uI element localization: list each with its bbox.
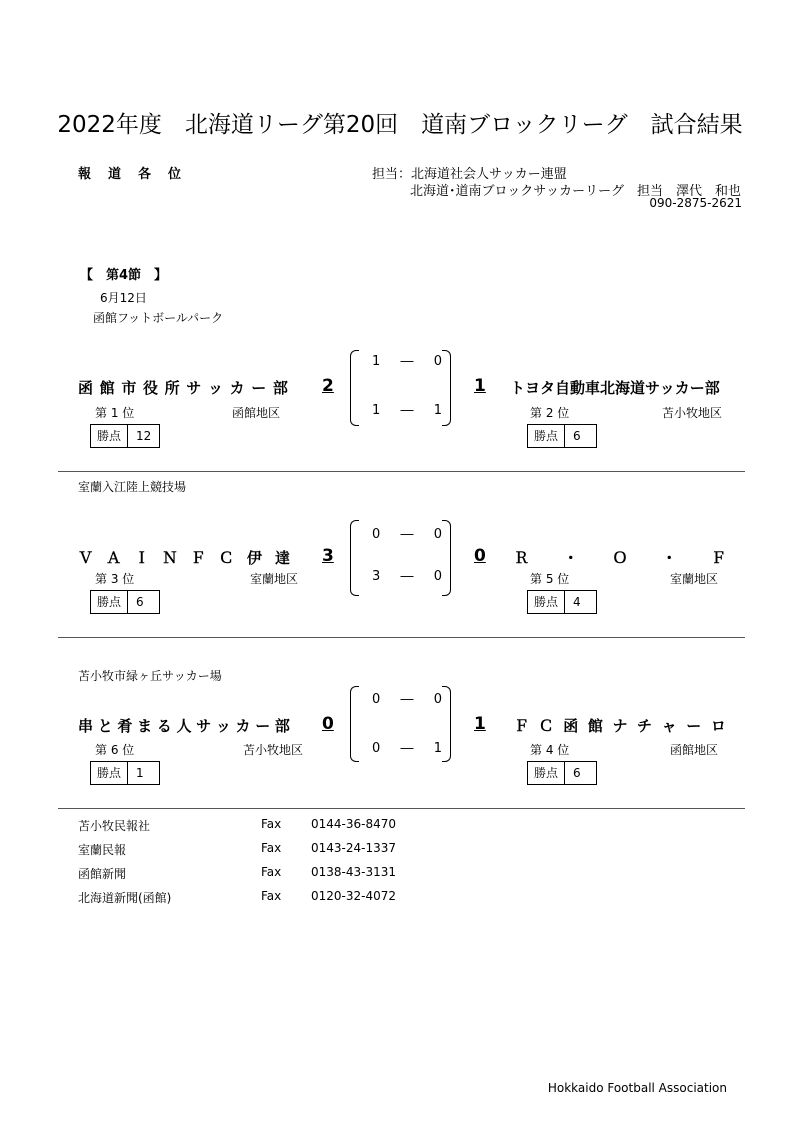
points-value: 6	[136, 595, 144, 609]
match-2-away-score: 0	[474, 546, 486, 566]
match-3-home-rank: 第 6 位	[95, 743, 135, 757]
score-dash: ―	[400, 354, 414, 369]
match-1-first-half	[372, 354, 442, 369]
match-3-second-half-away: 1	[433, 741, 442, 756]
match-1-away-rank: 第 2 位	[530, 406, 570, 420]
contact-line-1: 担当：北海道社会人サッカー連盟	[372, 167, 567, 182]
press-fax-label: Fax	[261, 865, 282, 879]
match-2-second-half-away: 0	[433, 569, 442, 584]
match-3-first-half-away: 0	[433, 692, 442, 707]
points-value: 12	[136, 429, 152, 443]
match-3-away-region: 函館地区	[670, 743, 719, 757]
round-venue: 函館フットボールパーク	[93, 311, 224, 325]
points-value: 1	[136, 766, 144, 780]
round-date: 6月12日	[100, 291, 147, 305]
match-2-second-half-home: 3	[372, 569, 381, 584]
match-3-away-team: Ｆ Ｃ 函 館 ナ チ ャ ー ロ	[514, 717, 726, 735]
points-value: 4	[573, 595, 581, 609]
press-name: 室蘭民報	[78, 843, 127, 857]
section-divider	[58, 471, 745, 472]
match-1-right-bracket	[442, 350, 451, 426]
match-2-away-region: 室蘭地区	[670, 572, 719, 586]
press-fax-label: Fax	[261, 841, 282, 855]
footer-organization: Hokkaido Football Association	[547, 1081, 727, 1095]
round-label: 【 第4節 】	[80, 268, 168, 283]
match-3-home-region: 苫小牧地区	[243, 743, 304, 757]
match-2-first-half-away: 0	[433, 527, 442, 542]
match-3-right-bracket	[442, 686, 451, 762]
match-3-second-half-home: 0	[372, 741, 381, 756]
recipient-label: 報 道 各 位	[78, 167, 184, 182]
match-1-home-region: 函館地区	[232, 406, 281, 420]
press-name: 函館新聞	[78, 867, 127, 881]
match-2-right-bracket	[442, 520, 451, 596]
points-label: 勝点	[91, 425, 128, 447]
match-2-home-score: 3	[322, 546, 334, 566]
match-3-home-score: 0	[322, 714, 334, 734]
match-3-first-half	[372, 692, 442, 707]
match-2-away-team: Ｒ ・ Ｏ ・ Ｆ	[514, 549, 726, 567]
match-2-first-half	[372, 527, 442, 542]
points-label: 勝点	[528, 762, 565, 784]
match-3-first-half-home: 0	[372, 692, 381, 707]
match-3-away-points	[527, 761, 597, 785]
page-title: 2022年度 北海道リーグ第20回 道南ブロックリーグ 試合結果	[57, 112, 743, 138]
match-2-home-rank: 第 3 位	[95, 572, 135, 586]
score-dash: ―	[400, 741, 414, 756]
score-dash: ―	[400, 569, 414, 584]
match-2-second-half	[372, 569, 442, 584]
match-3-away-score: 1	[474, 714, 486, 734]
press-name: 北海道新聞(函館)	[78, 891, 172, 905]
press-fax-label: Fax	[261, 817, 282, 831]
match-1-away-points	[527, 424, 597, 448]
match-1-home-points	[90, 424, 160, 448]
match-1-home-rank: 第 1 位	[95, 406, 135, 420]
match-1-away-team: トヨタ自動車北海道サッカー部	[510, 379, 720, 397]
match-3-left-bracket	[350, 686, 359, 762]
match-1-home-score: 2	[322, 376, 334, 396]
match-1-first-half-away: 0	[433, 354, 442, 369]
points-label: 勝点	[91, 762, 128, 784]
match-2-first-half-home: 0	[372, 527, 381, 542]
match-1-second-half-away: 1	[433, 403, 442, 418]
points-label: 勝点	[528, 591, 565, 613]
match-3-venue: 苫小牧市緑ヶ丘サッカー場	[78, 669, 222, 683]
match-1-home-team: 函 館 市 役 所 サ ッ カ ー 部	[78, 379, 288, 397]
match-1-second-half-home: 1	[372, 403, 381, 418]
match-2-home-region: 室蘭地区	[250, 572, 299, 586]
press-name: 苫小牧民報社	[78, 819, 151, 833]
contact-phone: 090-2875-2621	[649, 196, 742, 210]
score-dash: ―	[400, 403, 414, 418]
match-1-left-bracket	[350, 350, 359, 426]
press-fax-number: 0120-32-4072	[311, 889, 397, 903]
points-label: 勝点	[91, 591, 128, 613]
press-fax-label: Fax	[261, 889, 282, 903]
section-divider	[58, 637, 745, 638]
match-1-second-half	[372, 403, 442, 418]
score-dash: ―	[400, 692, 414, 707]
match-3-away-rank: 第 4 位	[530, 743, 570, 757]
score-dash: ―	[400, 527, 414, 542]
match-2-home-team: Ｖ Ａ Ｉ Ｎ Ｆ Ｃ 伊 達	[78, 549, 290, 567]
section-divider	[58, 808, 745, 809]
match-1-first-half-home: 1	[372, 354, 381, 369]
match-2-venue: 室蘭入江陸上競技場	[78, 480, 187, 494]
points-label: 勝点	[528, 425, 565, 447]
match-1-away-region: 苫小牧地区	[662, 406, 723, 420]
press-fax-number: 0143-24-1337	[311, 841, 397, 855]
contact-line-2: 北海道･道南ブロックサッカーリーグ 担当 澤代 和也	[410, 184, 741, 199]
match-2-away-rank: 第 5 位	[530, 572, 570, 586]
points-value: 6	[573, 766, 581, 780]
match-2-home-points	[90, 590, 160, 614]
points-value: 6	[573, 429, 581, 443]
match-3-second-half	[372, 741, 442, 756]
press-fax-number: 0144-36-8470	[311, 817, 397, 831]
match-2-left-bracket	[350, 520, 359, 596]
match-1-away-score: 1	[474, 376, 486, 396]
match-3-home-points	[90, 761, 160, 785]
match-3-home-team: 串 と 肴 ま る 人 サ ッ カ ー 部	[78, 717, 290, 735]
match-2-away-points	[527, 590, 597, 614]
press-fax-number: 0138-43-3131	[311, 865, 397, 879]
